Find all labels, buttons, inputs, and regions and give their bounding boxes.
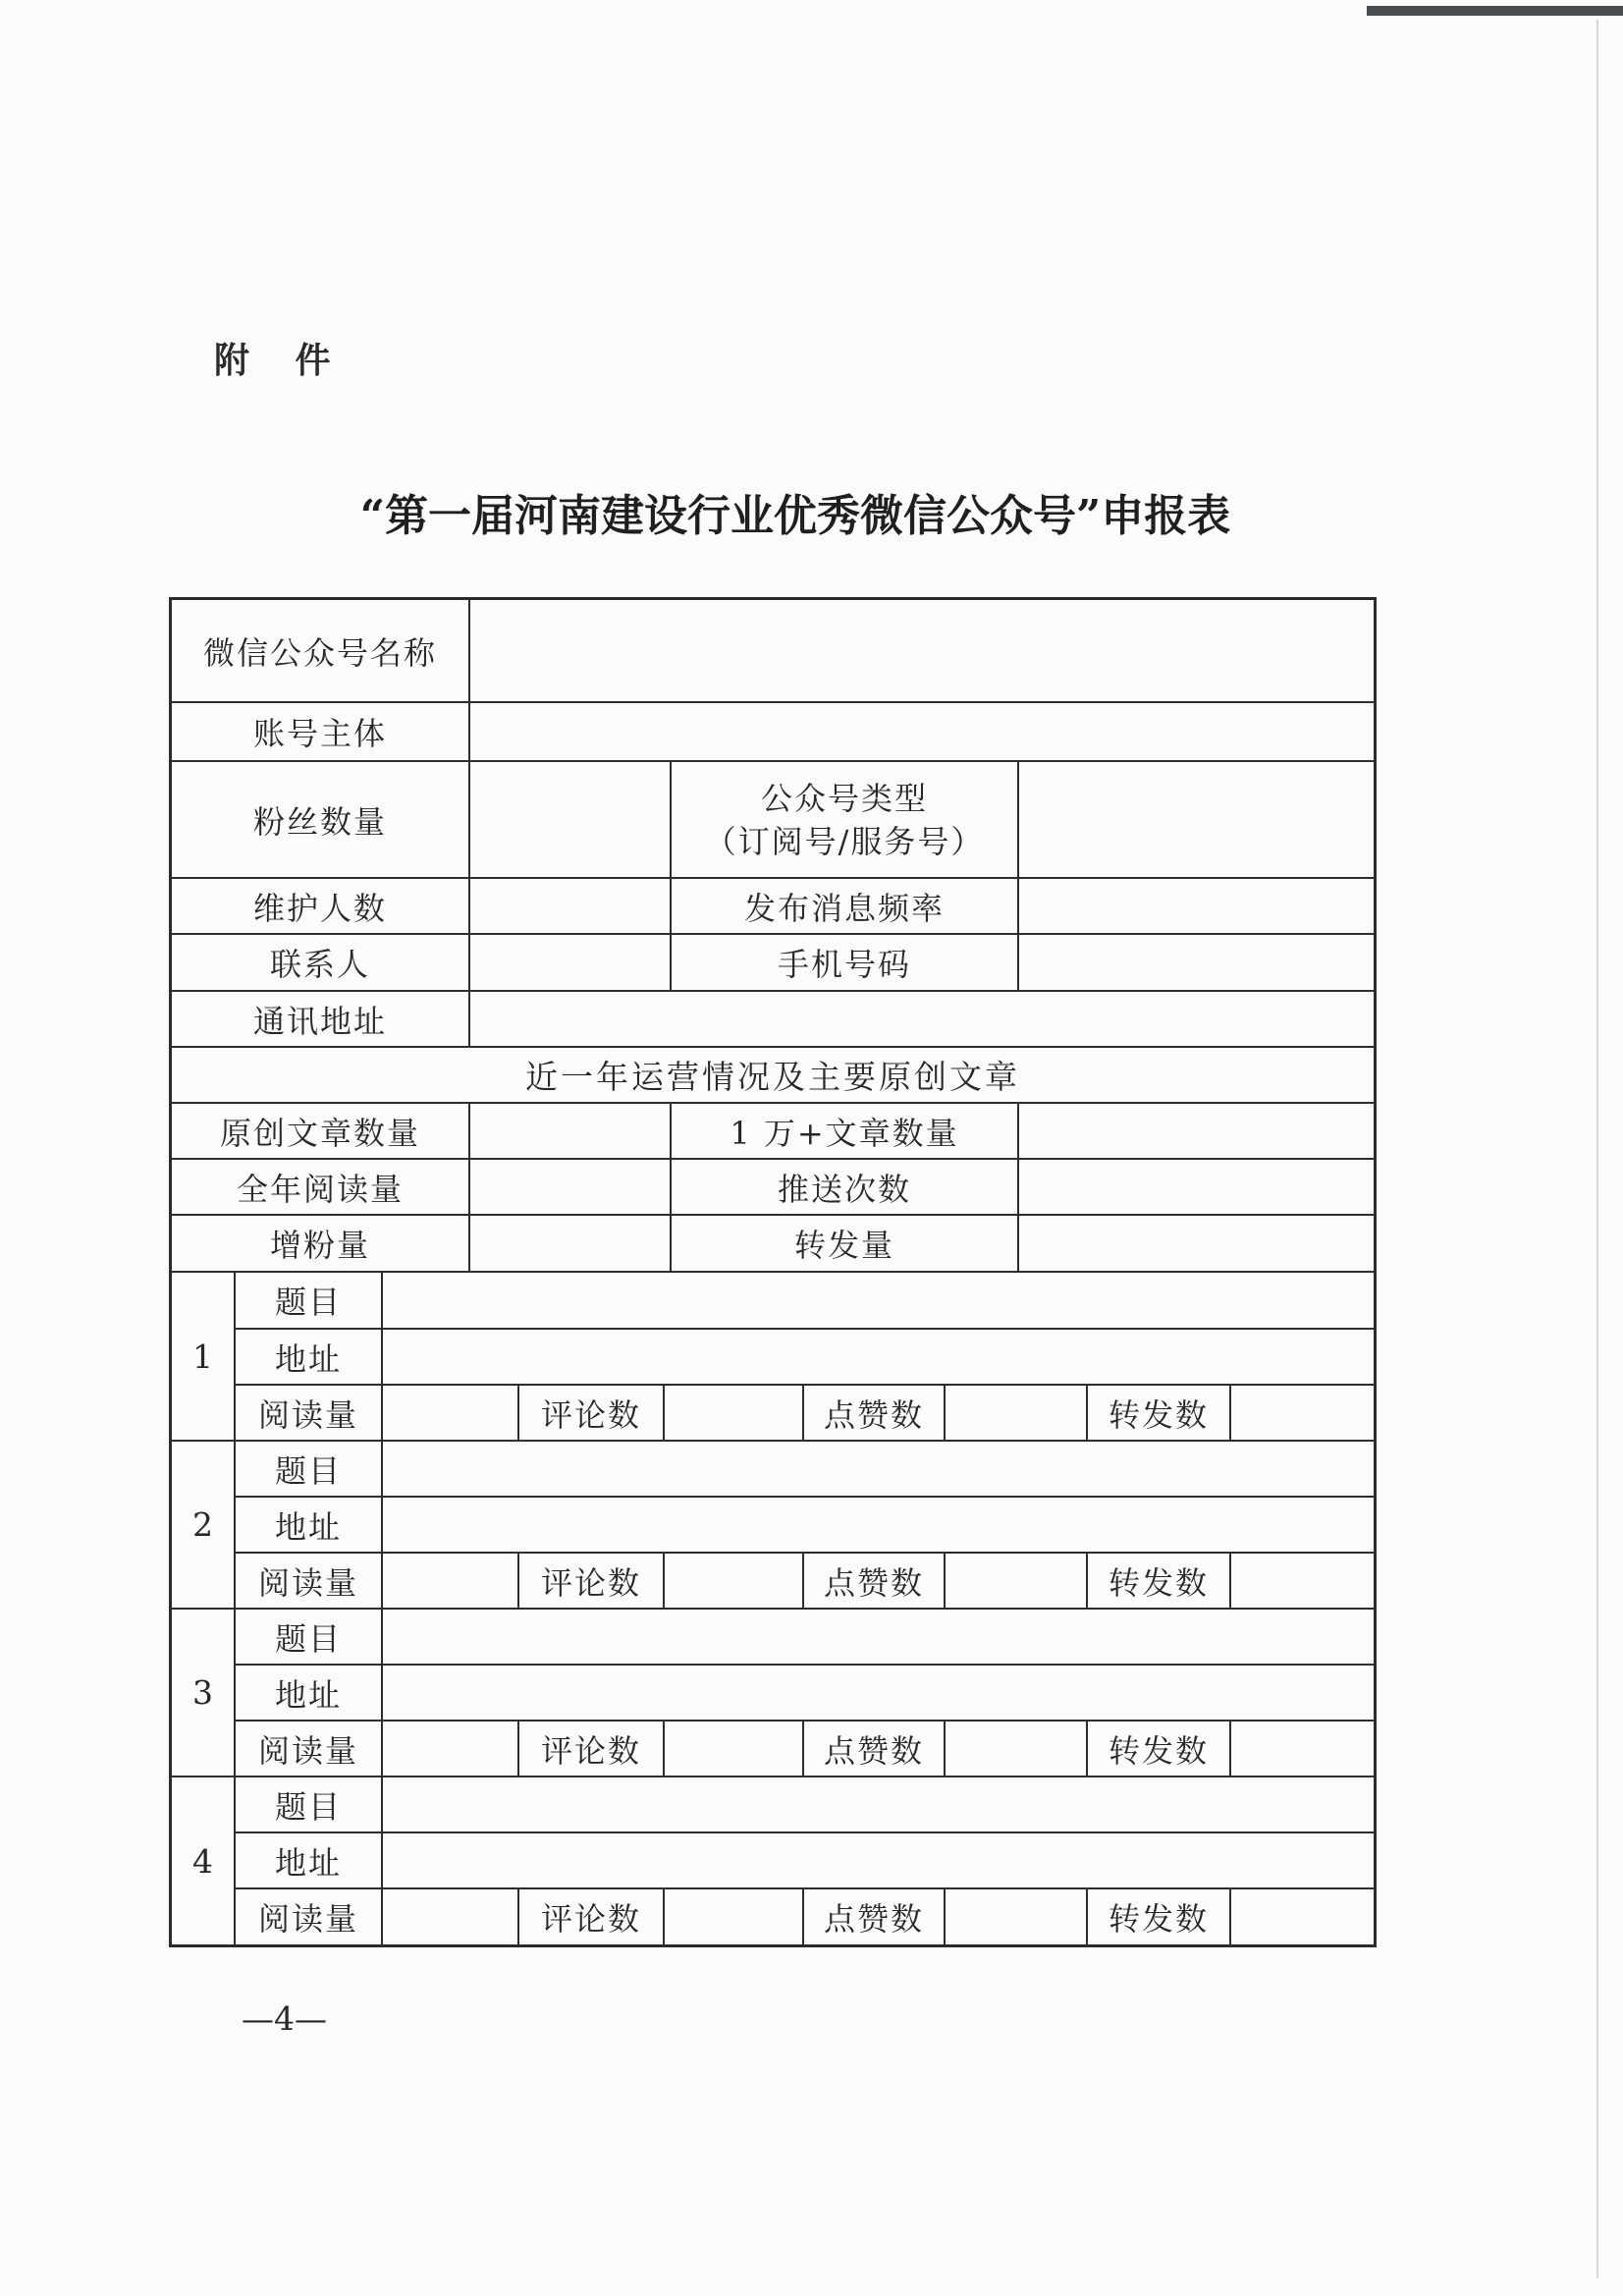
account-owner-value [469, 702, 1374, 761]
article-title-label: 题目 [235, 1609, 382, 1665]
application-form [169, 597, 1377, 1947]
article-shares-label: 转发数 [1087, 1721, 1230, 1777]
scan-edge-line [1596, 20, 1598, 2278]
annual-reads-label: 全年阅读量 [172, 1159, 469, 1215]
account-name-value [469, 600, 1374, 702]
article-title-label: 题目 [235, 1273, 382, 1329]
article-likes-label: 点赞数 [803, 1385, 945, 1441]
maintainer-count-value [469, 878, 671, 934]
row-fan-growth [172, 1215, 1374, 1271]
fan-count-value [469, 761, 671, 878]
account-name-label: 微信公众号名称 [172, 600, 469, 702]
article-3-stats-row [172, 1721, 1374, 1777]
article-title-value [382, 1441, 1374, 1497]
shares-value [1018, 1215, 1374, 1271]
account-type-hint: （订阅号/服务号） [704, 822, 985, 860]
article-reads-label: 阅读量 [235, 1721, 382, 1777]
article-number: 4 [172, 1777, 235, 1944]
row-original-articles [172, 1103, 1374, 1159]
address-value [469, 991, 1374, 1047]
article-4-title-row [172, 1777, 1374, 1832]
article-address-value [382, 1329, 1374, 1385]
push-count-value [1018, 1159, 1374, 1215]
article-title-value [382, 1609, 1374, 1665]
article-comments-label: 评论数 [518, 1553, 664, 1609]
row-account-owner [172, 702, 1374, 761]
article-likes-value [945, 1721, 1087, 1777]
row-section-heading [172, 1047, 1374, 1103]
row-maintainers [172, 878, 1374, 934]
article-address-value [382, 1832, 1374, 1888]
fan-count-label: 粉丝数量 [172, 761, 469, 878]
articles-10k-value [1018, 1103, 1374, 1159]
original-articles-label: 原创文章数量 [172, 1103, 469, 1159]
article-likes-label: 点赞数 [803, 1721, 945, 1777]
article-address-label: 地址 [235, 1329, 382, 1385]
row-account-name [172, 600, 1374, 702]
account-type-value [1018, 761, 1374, 878]
article-likes-value [945, 1888, 1087, 1944]
page-title: “第一届河南建设行业优秀微信公众号”申报表 [359, 491, 1231, 541]
article-reads-label: 阅读量 [235, 1553, 382, 1609]
article-address-value [382, 1497, 1374, 1553]
contact-label: 联系人 [172, 934, 469, 991]
article-reads-value [382, 1721, 518, 1777]
row-annual-reads [172, 1159, 1374, 1215]
article-1-title-row [172, 1273, 1374, 1329]
article-shares-label: 转发数 [1087, 1888, 1230, 1944]
article-likes-label: 点赞数 [803, 1553, 945, 1609]
article-reads-value [382, 1553, 518, 1609]
article-2-address-row [172, 1497, 1374, 1553]
article-1-stats-row [172, 1385, 1374, 1441]
article-comments-value [664, 1385, 803, 1441]
post-frequency-value [1018, 878, 1374, 934]
article-comments-label: 评论数 [518, 1721, 664, 1777]
maintainer-count-label: 维护人数 [172, 878, 469, 934]
article-2-title-row [172, 1441, 1374, 1497]
article-address-label: 地址 [235, 1832, 382, 1888]
section-heading: 近一年运营情况及主要原创文章 [172, 1047, 1374, 1103]
article-shares-value [1230, 1553, 1374, 1609]
article-likes-value [945, 1385, 1087, 1441]
account-type-label: 公众号类型 [760, 779, 928, 817]
articles-10k-label: 1 万+文章数量 [671, 1103, 1018, 1159]
article-title-value [382, 1777, 1374, 1832]
account-owner-label: 账号主体 [172, 702, 469, 761]
article-comments-value [664, 1721, 803, 1777]
article-comments-value [664, 1888, 803, 1944]
article-2-stats-row [172, 1553, 1374, 1609]
account-info-table [172, 600, 1374, 1271]
article-shares-value [1230, 1721, 1374, 1777]
article-title-label: 题目 [235, 1441, 382, 1497]
fan-growth-value [469, 1215, 671, 1271]
article-reads-value [382, 1888, 518, 1944]
annual-reads-value [469, 1159, 671, 1215]
address-label: 通讯地址 [172, 991, 469, 1047]
article-address-value [382, 1665, 1374, 1721]
article-comments-value [664, 1553, 803, 1609]
article-number: 2 [172, 1441, 235, 1609]
article-shares-label: 转发数 [1087, 1385, 1230, 1441]
article-title-value [382, 1273, 1374, 1329]
attachment-label: 附 件 [214, 341, 331, 381]
row-address [172, 991, 1374, 1047]
page-number: —4— [242, 1999, 327, 2038]
contact-value [469, 934, 671, 991]
row-fan-count [172, 761, 1374, 878]
original-articles-value [469, 1103, 671, 1159]
mobile-value [1018, 934, 1374, 991]
article-3-address-row [172, 1665, 1374, 1721]
article-likes-label: 点赞数 [803, 1888, 945, 1944]
article-shares-value [1230, 1888, 1374, 1944]
article-number: 1 [172, 1273, 235, 1441]
article-shares-label: 转发数 [1087, 1553, 1230, 1609]
article-address-label: 地址 [235, 1665, 382, 1721]
article-number: 3 [172, 1609, 235, 1777]
article-comments-label: 评论数 [518, 1385, 664, 1441]
article-reads-value [382, 1385, 518, 1441]
articles-section [172, 1271, 1374, 1944]
account-type-label-cell [671, 761, 1018, 878]
row-contact [172, 934, 1374, 991]
article-reads-label: 阅读量 [235, 1385, 382, 1441]
scan-edge-bar [1367, 6, 1623, 16]
fan-growth-label: 增粉量 [172, 1215, 469, 1271]
article-4-address-row [172, 1832, 1374, 1888]
article-title-label: 题目 [235, 1777, 382, 1832]
article-shares-value [1230, 1385, 1374, 1441]
push-count-label: 推送次数 [671, 1159, 1018, 1215]
article-reads-label: 阅读量 [235, 1888, 382, 1944]
article-3-title-row [172, 1609, 1374, 1665]
mobile-label: 手机号码 [671, 934, 1018, 991]
article-likes-value [945, 1553, 1087, 1609]
article-comments-label: 评论数 [518, 1888, 664, 1944]
shares-label: 转发量 [671, 1215, 1018, 1271]
articles-table [172, 1273, 1374, 1944]
article-4-stats-row [172, 1888, 1374, 1944]
article-address-label: 地址 [235, 1497, 382, 1553]
article-1-address-row [172, 1329, 1374, 1385]
post-frequency-label: 发布消息频率 [671, 878, 1018, 934]
